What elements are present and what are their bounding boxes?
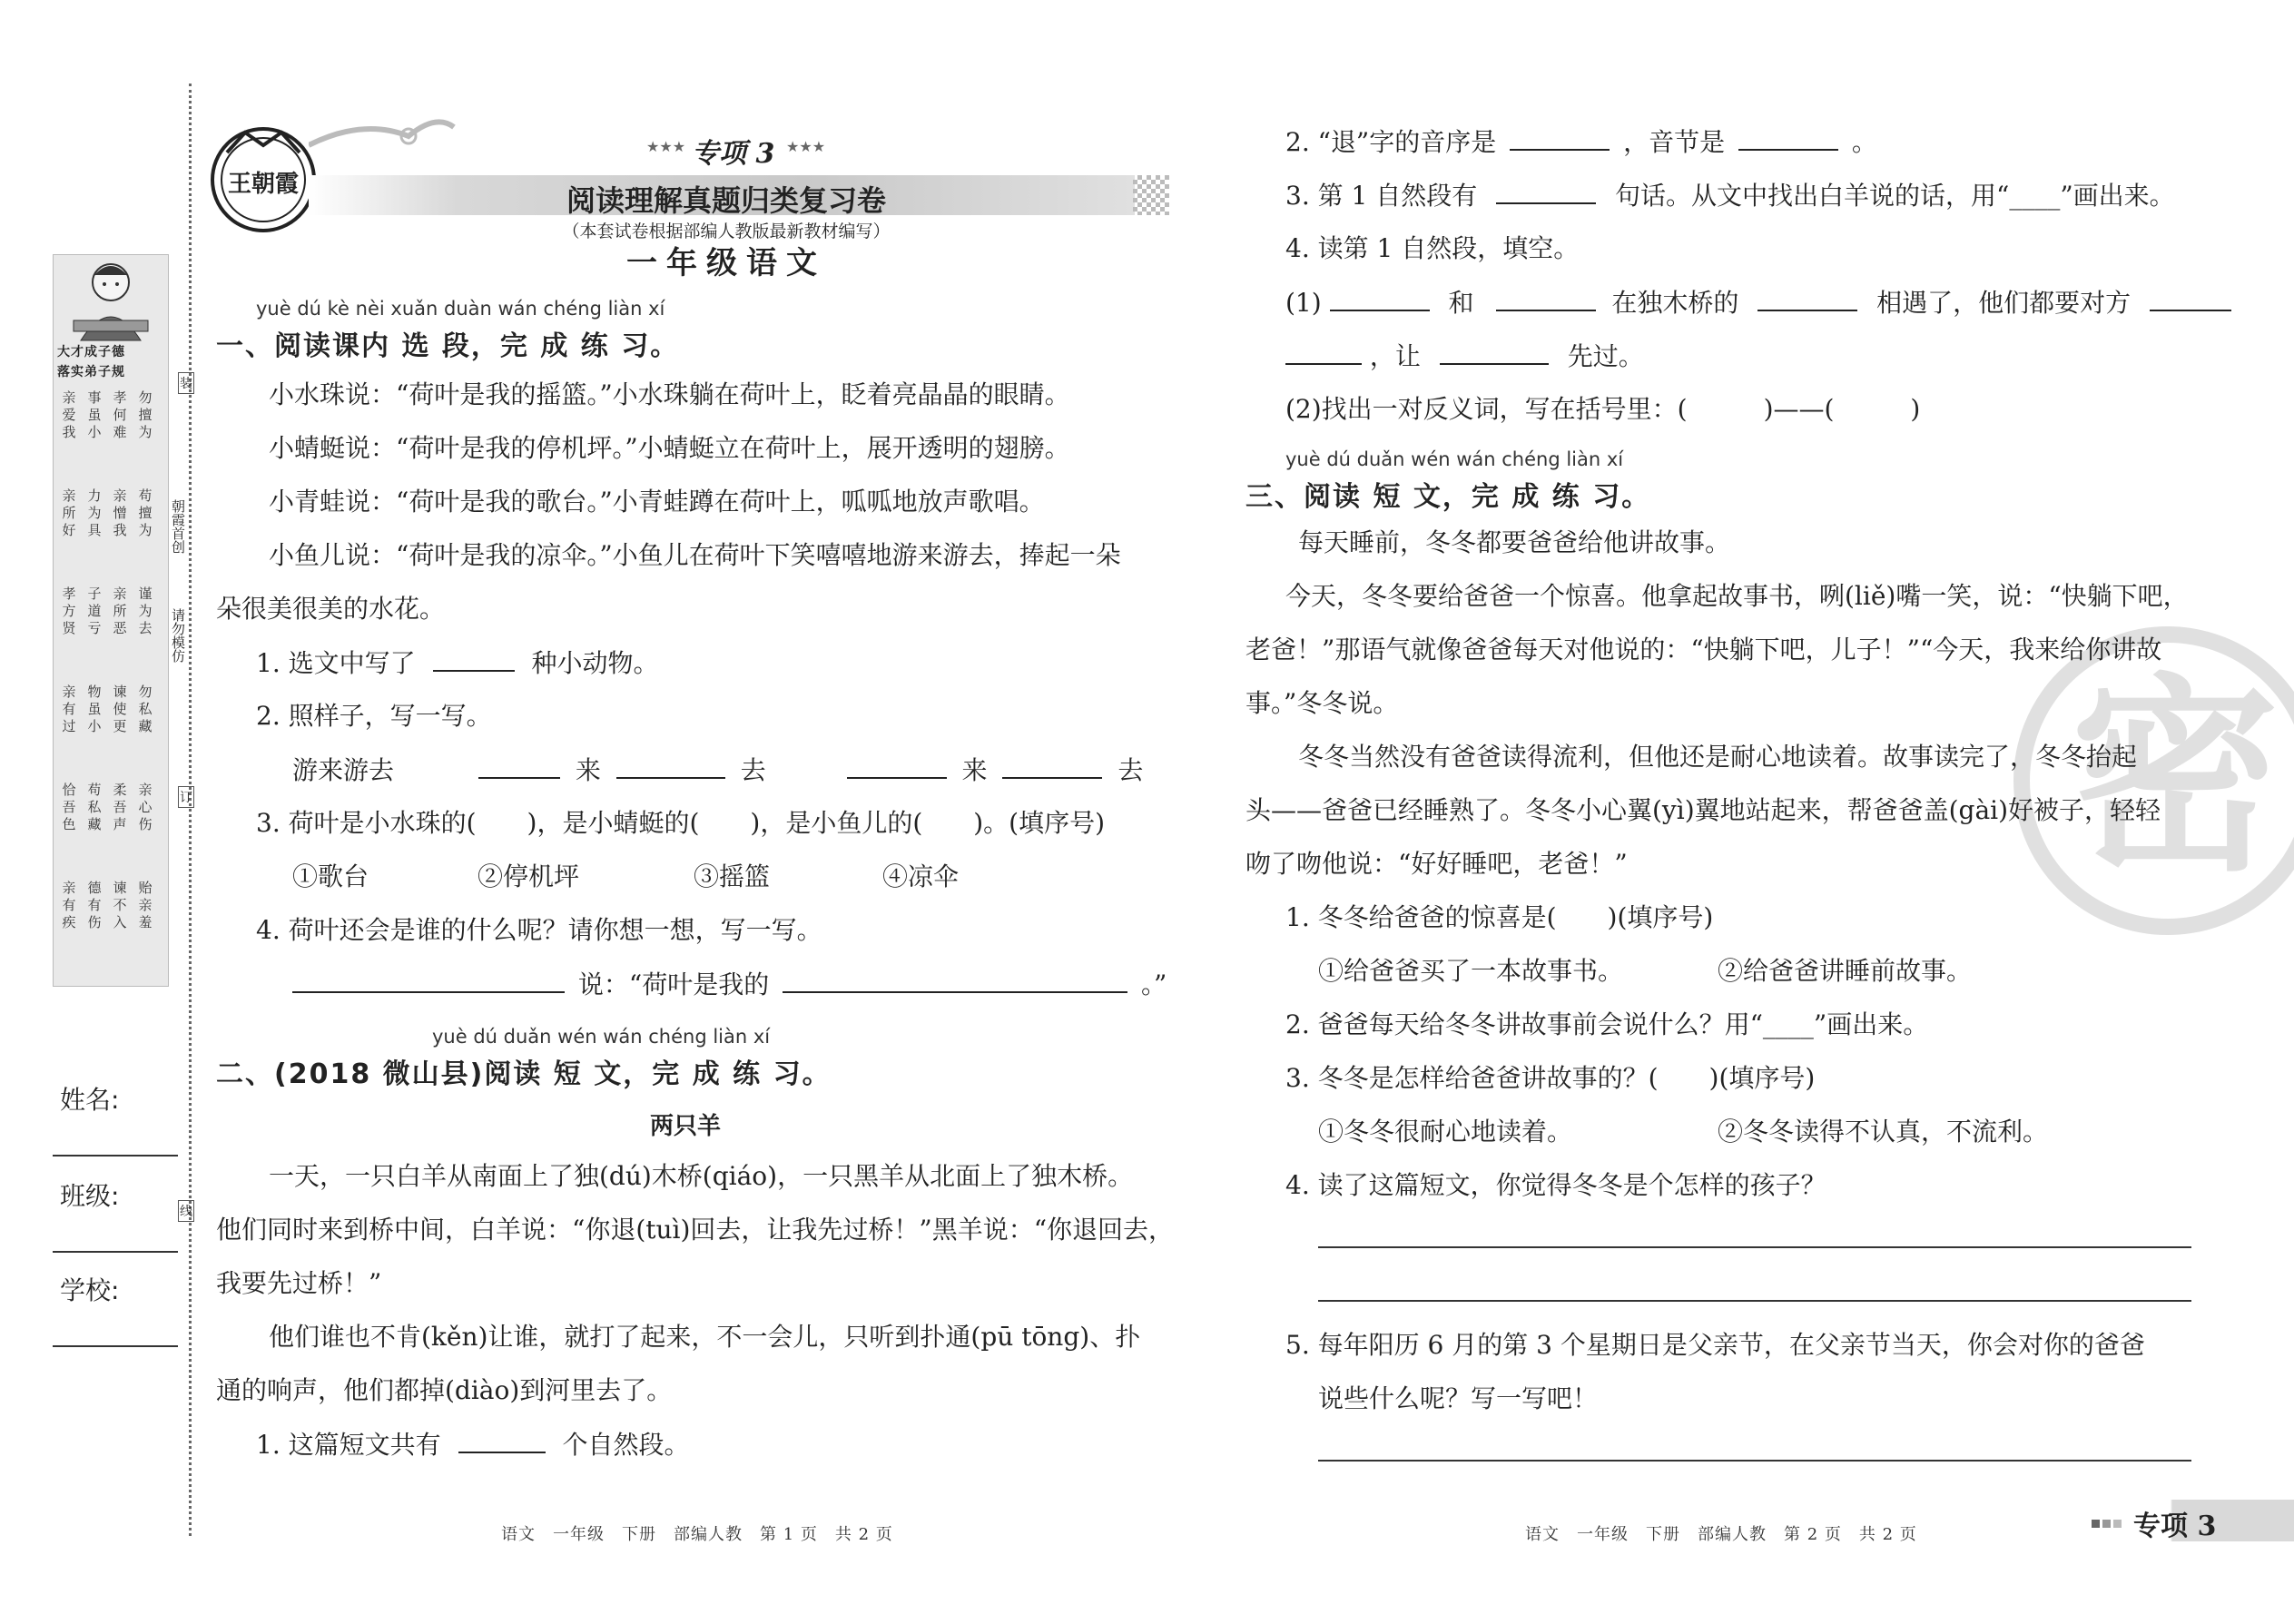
s3-q1-opt-2: ②给爸爸讲睡前故事。 — [1718, 956, 1973, 986]
s2-q1-blank[interactable] — [458, 1428, 546, 1453]
story-1-title: 两只羊 — [650, 1113, 722, 1140]
r-q4-1-row2 — [1285, 340, 1644, 373]
watermark-seal — [2013, 626, 2294, 935]
mascot-panel — [53, 254, 169, 987]
rule-column: 恰 吾 色 — [62, 782, 76, 832]
r-q4-1-blank-2[interactable] — [1496, 286, 1596, 311]
s1-q2-lai-1: 来 — [575, 755, 601, 785]
s1-q2-qu-1: 去 — [740, 755, 766, 785]
rule-column: 亲 心 伤 — [138, 782, 153, 832]
rule-column: 谏 使 更 — [113, 684, 127, 734]
rule-column: 力 为 具 — [87, 487, 102, 538]
s3-q1: 1. 冬冬给爸爸的惊喜是( )(填序号) — [1285, 902, 1714, 932]
r-q4-1-blank-4[interactable] — [2150, 286, 2231, 311]
r-q4-1-d: 相遇了，他们都要对方 — [1876, 288, 2132, 318]
mascot-figure-icon — [54, 257, 168, 343]
r-q4-1-blank-6[interactable] — [1440, 340, 1549, 365]
s1-q2-blank-2[interactable] — [616, 753, 725, 779]
name-label: 姓名: — [60, 1085, 120, 1115]
s1-q2-blank-4[interactable] — [1002, 753, 1102, 779]
school-field[interactable] — [53, 1343, 178, 1347]
s1-q4-say: 说：“荷叶是我的 — [577, 969, 770, 999]
binding-dotted-line — [189, 84, 192, 1536]
s1-q1 — [256, 646, 658, 680]
rule-column: 子 道 亏 — [87, 586, 102, 636]
s1-q2-blank-3[interactable] — [847, 753, 947, 779]
rule-column: 事 虽 小 — [87, 389, 102, 440]
rule-column: 德 有 伤 — [87, 880, 102, 930]
r-q2-text: 2. “退”字的音序是 — [1285, 127, 1497, 157]
s1-para-1: 小水珠说：“荷叶是我的摇篮。”小水珠躺在荷叶上，眨着亮晶晶的眼睛。 — [269, 379, 1070, 409]
rule-column: 孝 方 贤 — [62, 586, 76, 636]
rule-column: 谨 为 去 — [138, 586, 153, 636]
rule-column: 亲 所 好 — [62, 487, 76, 538]
s1-para-2: 小蜻蜓说：“荷叶是我的停机坪。”小蜻蜓立在荷叶上，展开透明的翅膀。 — [269, 433, 1070, 463]
r-q4-1-e: ，让 — [1369, 341, 1421, 371]
class-field[interactable] — [53, 1249, 178, 1253]
s1-q4-answer-row — [292, 968, 1167, 1001]
s1-q4: 4. 荷叶还会是谁的什么呢？请你想一想，写一写。 — [256, 915, 822, 945]
s1-para-4: 小鱼儿说：“荷叶是我的凉伞。”小鱼儿在荷叶下笑嘻嘻地游来游去，捧起一朵 — [269, 540, 1121, 570]
s1-para-3: 小青蛙说：“荷叶是我的歌台。”小青蛙蹲在荷叶上，呱呱地放声歌唱。 — [269, 487, 1045, 517]
rule-column: 贻 亲 羞 — [138, 880, 153, 930]
s3-story-line-2: 今天，冬冬要给爸爸一个惊喜。他拿起故事书，咧(liě)嘴一笑，说：“快躺下吧， — [1285, 581, 2189, 611]
section-1-title: 一、阅读课内 选 段，完 成 练 习。 — [216, 330, 680, 362]
name-field[interactable] — [53, 1153, 178, 1156]
s3-q4-answer-line-1[interactable] — [1318, 1246, 2191, 1248]
s2-story-line-5: 通的响声，他们都掉(diào)到河里去了。 — [216, 1375, 673, 1405]
rule-column: 亲 有 疾 — [62, 880, 76, 930]
s3-q5-line-1: 5. 每年阳历 6 月的第 3 个星期日是父亲节，在父亲节当天，你会对你的爸爸 — [1285, 1330, 2145, 1360]
series-stars-right: ★★★ — [786, 138, 826, 155]
s3-q2: 2. 爸爸每天给冬冬讲故事前会说什么？用“____”画出来。 — [1285, 1009, 1929, 1039]
rule-column: 物 虽 小 — [87, 684, 102, 734]
section-3-title: 三、阅读 短 文，完 成 练 习。 — [1245, 481, 1651, 513]
s3-story-line-6: 头——爸爸已经睡熟了。冬冬小心翼(yì)翼地站起来，帮爸爸盖(gài)好被子，轻轻 — [1245, 795, 2161, 825]
s3-story-line-3: 老爸！”那语气就像爸爸每天对他说的：“快躺下吧，儿子！”“今天，我来给你讲故 — [1245, 635, 2162, 664]
motto-line-2: 落实弟子规 — [57, 365, 125, 379]
s3-story-line-1: 每天睡前，冬冬都要爸爸给他讲故事。 — [1298, 527, 1731, 557]
series-label: 专项 3 — [692, 138, 775, 170]
r-q2-end: 。 — [1851, 127, 1877, 157]
r-q2-blank-2[interactable] — [1738, 125, 1838, 151]
s3-q4-answer-line-2[interactable] — [1318, 1300, 2191, 1302]
r-q3 — [1285, 179, 2175, 212]
margin-note-2: 请勿模仿 — [170, 608, 186, 663]
r-q4-1-blank-5[interactable] — [1285, 340, 1362, 365]
rule-column: 亲 爱 我 — [62, 389, 76, 440]
s1-q4-blank-who[interactable] — [292, 968, 565, 993]
margin-note — [169, 490, 187, 672]
rule-column: 谏 不 入 — [113, 880, 127, 930]
watermark-char: 密 — [2070, 657, 2279, 900]
r-q3-after: 句话。从文中找出白羊说的话，用“____”画出来。 — [1615, 181, 2175, 211]
s3-q3-opt-2: ②冬冬读得不认真，不流利。 — [1718, 1117, 2049, 1147]
paper-title: 阅读理解真题归类复习卷 — [566, 183, 886, 218]
section-2-title: 二、(2018 微山县)阅读 短 文，完 成 练 习。 — [216, 1058, 832, 1090]
s3-story-line-4: 事。”冬冬说。 — [1245, 688, 1399, 718]
margin-note-1: 朝霞首创 — [170, 499, 186, 554]
series-stars-left: ★★★ — [646, 138, 686, 155]
s2-q1-after: 个自然段。 — [562, 1430, 690, 1460]
s3-q5-answer-line[interactable] — [1318, 1460, 2191, 1462]
s1-q4-end: 。” — [1141, 969, 1167, 999]
s1-q4-blank-what[interactable] — [783, 968, 1127, 993]
r-q2-blank-1[interactable] — [1510, 125, 1610, 151]
rule-column: 苟 私 藏 — [87, 782, 102, 832]
r-q3-text: 3. 第 1 自然段有 — [1285, 181, 1478, 211]
corner-squares-decoration — [2092, 1514, 2122, 1531]
s3-q4: 4. 读了这篇短文，你觉得冬冬是个怎样的孩子？ — [1285, 1170, 1826, 1200]
footer-page-1: 语文 一年级 下册 部编人教 第 1 页 共 2 页 — [501, 1525, 893, 1544]
corner-tag-label: 专项 3 — [2133, 1511, 2217, 1542]
ribbon-decoration-icon — [309, 109, 463, 163]
s3-story-line-7: 吻了吻他说：“好好睡吧，老爸！” — [1245, 849, 1628, 879]
school-label: 学校: — [60, 1275, 120, 1305]
rule-column: 亲 憎 我 — [113, 487, 127, 538]
s1-q1-after: 种小动物。 — [531, 648, 659, 678]
s2-story-line-4: 他们谁也不肯(kěn)让谁，就打了起来，不一会儿，只听到扑通(pū tōng)、扑 — [269, 1322, 1141, 1352]
r-q2 — [1285, 125, 1877, 159]
class-label: 班级: — [60, 1181, 120, 1211]
rule-column: 亲 有 过 — [62, 684, 76, 734]
s3-pinyin: yuè dú duǎn wén wán chéng liàn xí — [1285, 448, 1624, 470]
r-q4-1-a: (1) — [1285, 288, 1322, 318]
brand-logo — [209, 125, 318, 234]
s1-q1-blank[interactable] — [433, 646, 515, 672]
rule-column: 苟 擅 为 — [138, 487, 153, 538]
rule-column: 勿 擅 为 — [138, 389, 153, 440]
s1-q3-option-3: ③摇篮 — [694, 861, 771, 891]
s1-q2: 2. 照样子，写一写。 — [256, 701, 492, 731]
s1-q3-option-1: ①歌台 — [292, 861, 369, 891]
r-q2-mid: ，音节是 — [1623, 127, 1726, 157]
s3-q3-opt-1: ①冬冬很耐心地读着。 — [1318, 1117, 1573, 1147]
s3-story-line-5: 冬冬当然没有爸爸读得流利，但他还是耐心地读着。故事读完了，冬冬抬起 — [1298, 742, 2138, 772]
rule-column: 勿 私 藏 — [138, 684, 153, 734]
s1-pinyin: yuè dú kè nèi xuǎn duàn wán chéng liàn xí — [256, 298, 665, 320]
r-q4-1-blank-1[interactable] — [1330, 286, 1430, 311]
binding-mark-xian: 线 — [178, 1200, 194, 1222]
rule-column: 孝 何 难 — [113, 389, 127, 440]
s1-q3-option-2: ②停机坪 — [478, 861, 580, 891]
disciple-rules-grid — [59, 389, 162, 979]
footer-page-2: 语文 一年级 下册 部编人教 第 2 页 共 2 页 — [1525, 1525, 1917, 1544]
r-q4-1-f: 先过。 — [1567, 341, 1644, 371]
paper-note: （本套试卷根据部编人教版最新教材编写） — [562, 221, 891, 241]
r-q3-blank[interactable] — [1496, 179, 1596, 204]
r-q4-2: (2)找出一对反义词，写在括号里：( )——( ) — [1285, 394, 1921, 424]
rule-column: 亲 所 恶 — [113, 586, 127, 636]
subject-title: 一年级语文 — [626, 245, 826, 281]
s1-q1-text: 1. 选文中写了 — [256, 648, 416, 678]
r-q4: 4. 读第 1 自然段，填空。 — [1285, 233, 1580, 263]
binding-mark-ding: 订 — [178, 786, 194, 808]
r-q4-1-b: 和 — [1448, 288, 1474, 318]
r-q4-1-c: 在独木桥的 — [1611, 288, 1739, 318]
s3-q5-line-2: 说些什么呢？写一写吧！ — [1318, 1383, 1599, 1413]
binding-mark-zhuang: 装 — [178, 372, 194, 394]
s1-q2-example-row — [292, 753, 1143, 787]
s2-q1 — [256, 1428, 689, 1462]
r-q4-1-blank-3[interactable] — [1757, 286, 1857, 311]
s2-pinyin: yuè dú duǎn wén wán chéng liàn xí — [432, 1026, 771, 1048]
brand-name: 王朝霞 — [227, 171, 299, 198]
s3-q1-opt-1: ①给爸爸买了一本故事书。 — [1318, 956, 1624, 986]
s2-story-line-2: 他们同时来到桥中间，白羊说：“你退(tuì)回去，让我先过桥！”黑羊说：“你退回去， — [216, 1215, 1175, 1245]
s1-q2-qu-2: 去 — [1117, 755, 1144, 785]
rule-column: 柔 吾 声 — [113, 782, 127, 832]
s1-q2-lai-2: 来 — [961, 755, 988, 785]
motto-line-1: 大才成子德 — [57, 345, 125, 359]
s1-q3-option-4: ④凉伞 — [882, 861, 960, 891]
s1-q2-blank-1[interactable] — [478, 753, 560, 779]
s1-para-5: 朵很美很美的水花。 — [216, 594, 446, 624]
checker-decoration — [1133, 175, 1169, 215]
s1-q2-example: 游来游去 — [292, 755, 395, 785]
s2-story-line-3: 我要先过桥！” — [216, 1268, 382, 1298]
s2-q1-text: 1. 这篇短文共有 — [256, 1430, 441, 1460]
s3-q3: 3. 冬冬是怎样给爸爸讲故事的？( )(填序号) — [1285, 1063, 1816, 1093]
s1-q3: 3. 荷叶是小水珠的( )，是小蜻蜓的( )，是小鱼儿的( )。(填序号) — [256, 808, 1106, 838]
s2-story-line-1: 一天，一只白羊从南面上了独(dú)木桥(qiáo)，一只黑羊从北面上了独木桥。 — [269, 1161, 1134, 1191]
r-q4-1-row1 — [1285, 286, 2231, 320]
